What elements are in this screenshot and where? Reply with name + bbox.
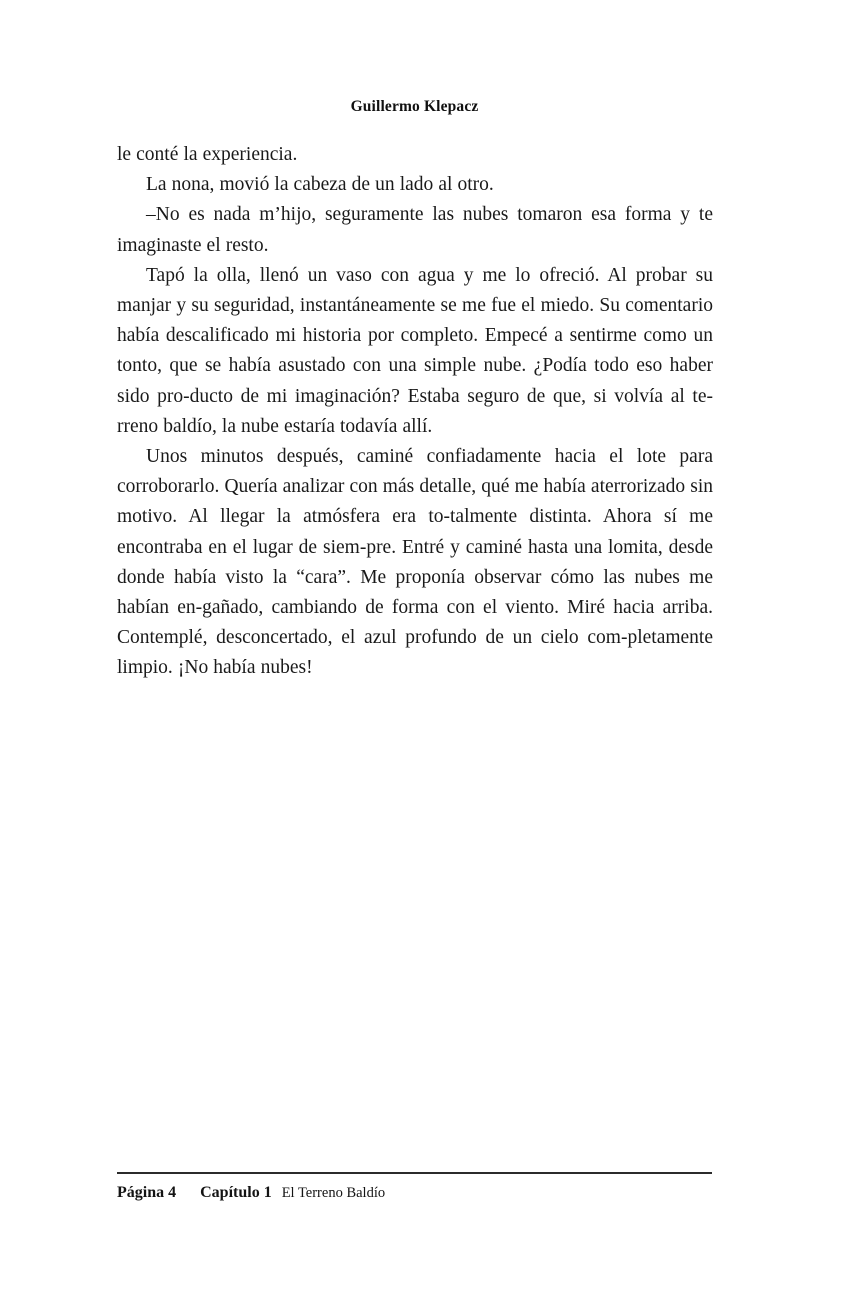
paragraph: –No es nada m’hijo, seguramente las nubes tomaron esa forma y te imaginaste el resto. [117, 204, 713, 256]
body-text-block [117, 140, 713, 684]
paragraph: Unos minutos después, caminé confiadamente hacia el lote para corroborarlo. Quería analizar con más detalle, qué me había aterrorizado sin motivo. Al llegar la atmósfera era to-talmente distinta. Ahora sí me encontraba en el lugar de siem-pre. Entré y caminé hasta una lomita, desde donde había visto la “cara”. Me proponía observar cómo las nubes me habían en-gañado, cambiando de forma con el viento. Miré hacia arriba. Contemplé, desconcertado, el azul profundo de un cielo com-pletamente limpio. ¡No había nubes! [117, 446, 713, 679]
running-head-author: Guillermo Klepacz [350, 98, 479, 115]
paragraph: le conté la experiencia. [117, 144, 298, 165]
footer-chapter-title: El Terreno Baldío [281, 1185, 386, 1201]
paragraph: La nona, movió la cabeza de un lado al otro. [146, 174, 494, 196]
footer-divider [117, 1172, 712, 1174]
footer-page-number: Página 4 [117, 1184, 177, 1201]
footer-chapter-number: Capítulo 1 [200, 1184, 272, 1201]
page-footer [117, 1184, 712, 1202]
paragraph: Tapó la olla, llenó un vaso con agua y me lo ofreció. Al probar su manjar y su seguridad, instantáneamente se me fue el miedo. Su comentario había descalificado mi historia por completo. Empecé a sentirme como un tonto, que se había asustado con una simple nube. ¿Podía todo eso haber sido pro-ducto de mi imaginación? Estaba seguro de que, si volvía al te-rreno baldío, la nube estaría todavía allí. [117, 264, 713, 437]
